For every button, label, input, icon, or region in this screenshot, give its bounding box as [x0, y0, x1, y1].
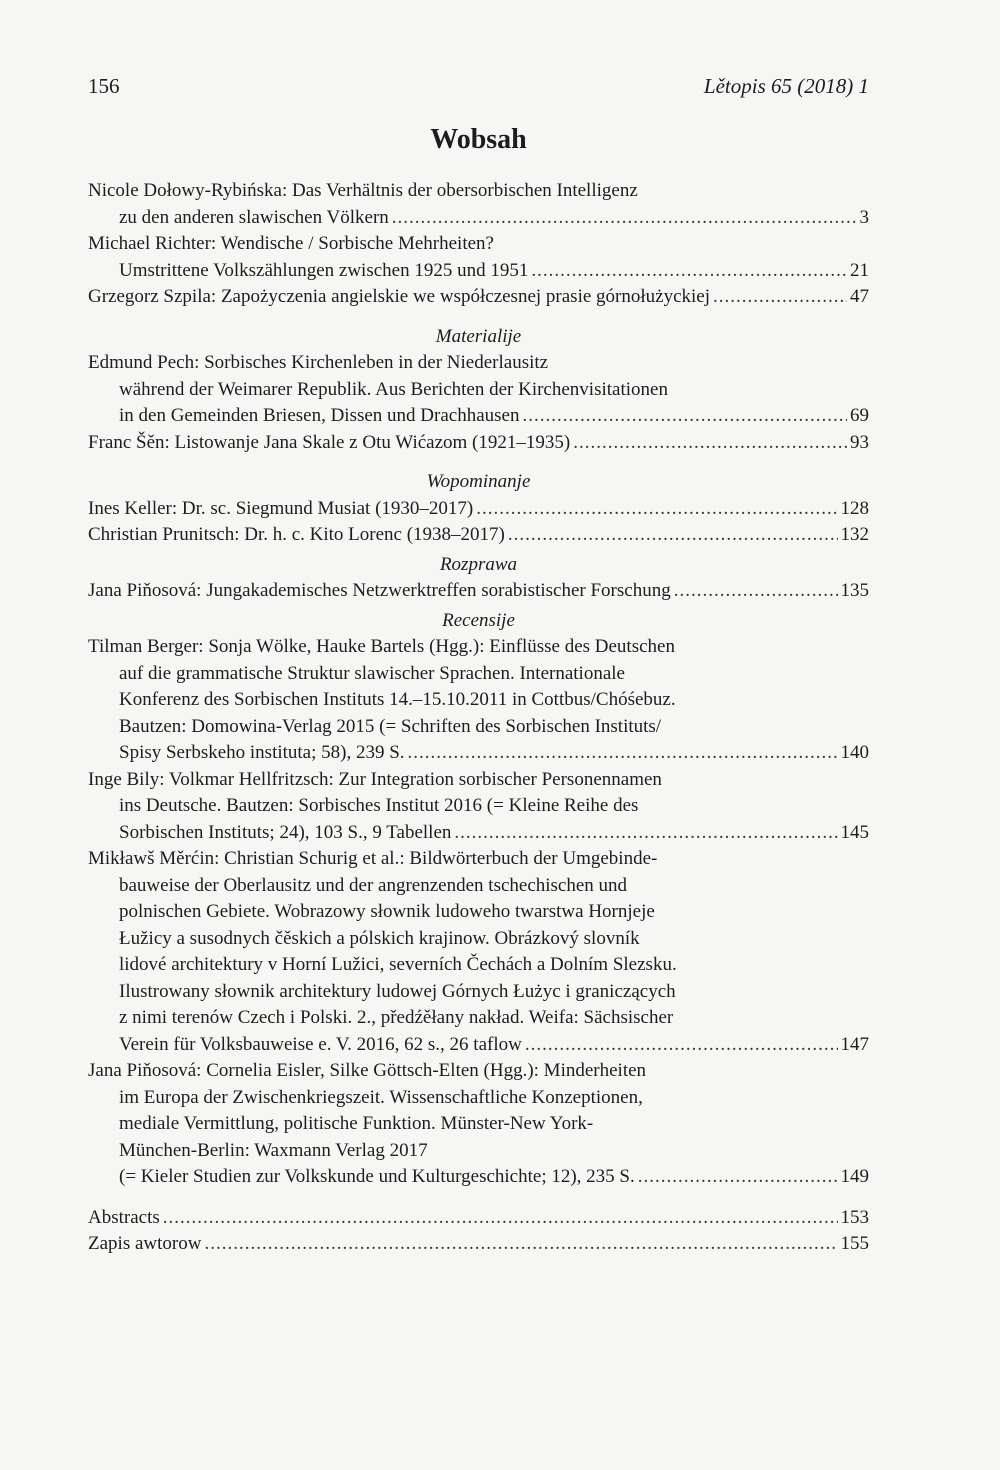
page-number: 156	[88, 74, 120, 98]
toc-entry-text: Zapis awtorow	[88, 1233, 202, 1254]
dot-leader	[674, 578, 838, 605]
dot-leader	[204, 1231, 837, 1258]
toc-entry-line: mediale Vermittlung, politische Funktion. Münster-New York-	[119, 1113, 594, 1134]
toc-page-number: 155	[840, 1233, 869, 1254]
toc-entry[interactable]	[88, 284, 869, 311]
toc-entry-text: Franc Šěn: Listowanje Jana Skale z Otu Wićazom (1921–1935)	[88, 431, 571, 453]
toc-entry-text: Ines Keller: Dr. sc. Siegmund Musiat (1930–2017)	[88, 497, 474, 519]
toc-entry-line	[88, 284, 869, 311]
toc-entry[interactable]	[88, 522, 869, 549]
dot-leader	[713, 284, 847, 311]
toc-entry-line: lidové architektury v Horní Lužici, severních Čechách a Dolním Slezsku.	[119, 954, 677, 975]
toc-entry-line	[88, 1205, 869, 1232]
toc-entry-line	[88, 1032, 869, 1059]
toc-entry[interactable]	[88, 767, 869, 847]
toc-page-number: 132	[840, 524, 869, 545]
toc-entry[interactable]	[88, 846, 869, 1058]
dot-leader	[638, 1164, 838, 1191]
page-title: Wobsah	[430, 124, 527, 155]
toc-page-number: 47	[850, 286, 869, 307]
toc-entry-line	[88, 522, 869, 549]
dot-leader	[454, 820, 837, 847]
journal-title: Lětopis 65 (2018) 1	[703, 74, 869, 98]
toc-entry-line: Tilman Berger: Sonja Wölke, Hauke Bartels (Hgg.): Einflüsse des Deutschen	[88, 636, 675, 657]
toc-group-back	[88, 1205, 869, 1258]
toc-entry[interactable]	[88, 231, 869, 284]
toc-group-main	[88, 178, 869, 311]
toc-entry-line	[88, 403, 869, 430]
toc-entry[interactable]	[88, 430, 869, 457]
toc-entry-text: Sorbischen Instituts; 24), 103 S., 9 Tabellen	[119, 821, 452, 843]
toc-page-number: 153	[840, 1206, 869, 1228]
toc-entry-line: bauweise der Oberlausitz und der angrenzenden tschechischen und	[119, 874, 628, 896]
dot-leader	[392, 205, 857, 232]
toc-page-number: 145	[840, 821, 869, 843]
section-heading-materialije: Materialije	[435, 325, 522, 347]
dot-leader	[408, 740, 838, 767]
dot-leader	[531, 258, 847, 285]
toc-entry[interactable]	[88, 496, 869, 523]
toc-entry[interactable]	[88, 178, 869, 231]
toc-entry-line: Jana Piňosová: Cornelia Eisler, Silke Göttsch-Elten (Hgg.): Minderheiten	[88, 1060, 647, 1081]
toc-entry[interactable]	[88, 1231, 869, 1258]
dot-leader	[508, 522, 838, 549]
toc-entry-line: München-Berlin: Waxmann Verlag 2017	[119, 1139, 428, 1161]
toc-entry-line	[88, 740, 869, 767]
toc-entry-line: Nicole Dołowy-Rybińska: Das Verhältnis der obersorbischen Intelligenz	[88, 180, 638, 201]
toc-entry-line: während der Weimarer Republik. Aus Berichten der Kirchenvisitationen	[119, 378, 668, 400]
toc-group-rozprawa	[88, 578, 869, 605]
toc-page-number: 93	[850, 431, 869, 453]
table-of-contents	[88, 178, 869, 1258]
toc-entry-line: Ilustrowany słownik architektury ludowej Górnych Łużyc i graniczących	[119, 980, 676, 1002]
toc-page-number: 128	[840, 497, 869, 519]
dot-leader	[573, 430, 847, 457]
toc-entry-line	[88, 258, 869, 285]
toc-entry-line	[88, 205, 869, 232]
toc-entry-text: zu den anderen slawischen Völkern	[119, 206, 389, 228]
toc-entry-line	[88, 1231, 869, 1258]
toc-entry-text: in den Gemeinden Briesen, Dissen und Drachhausen	[119, 405, 520, 426]
dot-leader	[522, 403, 847, 430]
toc-entry[interactable]	[88, 1058, 869, 1191]
toc-entry-text: Spisy Serbskeho instituta; 58), 239 S.	[119, 742, 405, 763]
section-heading-rozprawa: Rozprawa	[439, 553, 518, 575]
toc-entry-line: Bautzen: Domowina-Verlag 2015 (= Schriften des Sorbischen Instituts/	[119, 715, 662, 737]
toc-entry-line: Inge Bily: Volkmar Hellfritzsch: Zur Integration sorbischer Personennamen	[88, 768, 662, 790]
toc-entry-text: Christian Prunitsch: Dr. h. c. Kito Lorenc (1938–2017)	[88, 524, 505, 545]
toc-entry-line	[88, 820, 869, 847]
toc-entry-text: Verein für Volksbauweise e. V. 2016, 62 s., 26 taflow	[119, 1033, 522, 1055]
page	[88, 0, 869, 1470]
toc-entry[interactable]	[88, 578, 869, 605]
toc-entry-line: im Europa der Zwischenkriegszeit. Wissenschaftliche Konzeptionen,	[119, 1086, 643, 1108]
toc-page-number: 140	[840, 742, 869, 763]
section-heading-recensije: Recensije	[442, 609, 515, 631]
toc-entry-text: Umstrittene Volkszählungen zwischen 1925 und 1951	[119, 259, 529, 281]
toc-group-recensije	[88, 634, 869, 1191]
toc-entry-line: ins Deutsche. Bautzen: Sorbisches Institut 2016 (= Kleine Reihe des	[119, 795, 639, 816]
toc-entry-text: Jana Piňosová: Jungakademisches Netzwerktreffen sorabistischer Forschung	[88, 580, 671, 601]
toc-entry-text: Grzegorz Szpila: Zapożyczenia angielskie we współczesnej prasie górnołużyckiej	[88, 286, 710, 307]
toc-page-number: 147	[840, 1033, 869, 1055]
toc-entry-line	[88, 1164, 869, 1191]
toc-entry-line: auf die grammatische Struktur slawischer Sprachen. Internationale	[119, 662, 625, 684]
dot-leader	[163, 1205, 838, 1232]
toc-entry-line: Michael Richter: Wendische / Sorbische Mehrheiten?	[88, 233, 494, 254]
toc-entry-text: Abstracts	[88, 1206, 160, 1228]
toc-entry-line: Łužicy a susodnych čěskich a pólskich krajinow. Obrázkový slovník	[119, 927, 640, 949]
toc-group-materialije	[88, 350, 869, 456]
toc-page-number: 21	[850, 259, 869, 281]
toc-entry-line	[88, 496, 869, 523]
toc-entry[interactable]	[88, 350, 869, 430]
toc-entry-line	[88, 430, 869, 457]
toc-entry-line	[88, 578, 869, 605]
toc-group-wopominanje	[88, 496, 869, 549]
toc-page-number: 149	[840, 1166, 869, 1187]
dot-leader	[525, 1032, 838, 1059]
toc-entry-line: Konferenz des Sorbischen Instituts 14.–15.10.2011 in Cottbus/Chóśebuz.	[119, 689, 676, 710]
toc-page-number: 3	[859, 206, 869, 228]
dot-leader	[476, 496, 837, 523]
toc-entry[interactable]	[88, 634, 869, 767]
section-heading-wopominanje: Wopominanje	[426, 471, 531, 492]
toc-entry-line: Mikławš Měrćin: Christian Schurig et al.: Bildwörterbuch der Umgebinde-	[88, 848, 658, 869]
toc-entry[interactable]	[88, 1205, 869, 1232]
toc-page-number: 69	[850, 405, 869, 426]
toc-entry-line: polnischen Gebiete. Wobrazowy słownik ludoweho twarstwa Hornjeje	[119, 901, 655, 922]
toc-entry-line: Edmund Pech: Sorbisches Kirchenleben in der Niederlausitz	[88, 352, 549, 373]
toc-entry-line: z nimi terenów Czech i Polski. 2., předźěłany nakład. Weifa: Sächsischer	[119, 1007, 674, 1028]
toc-page-number: 135	[840, 580, 869, 601]
toc-entry-text: (= Kieler Studien zur Volkskunde und Kulturgeschichte; 12), 235 S.	[119, 1166, 635, 1187]
